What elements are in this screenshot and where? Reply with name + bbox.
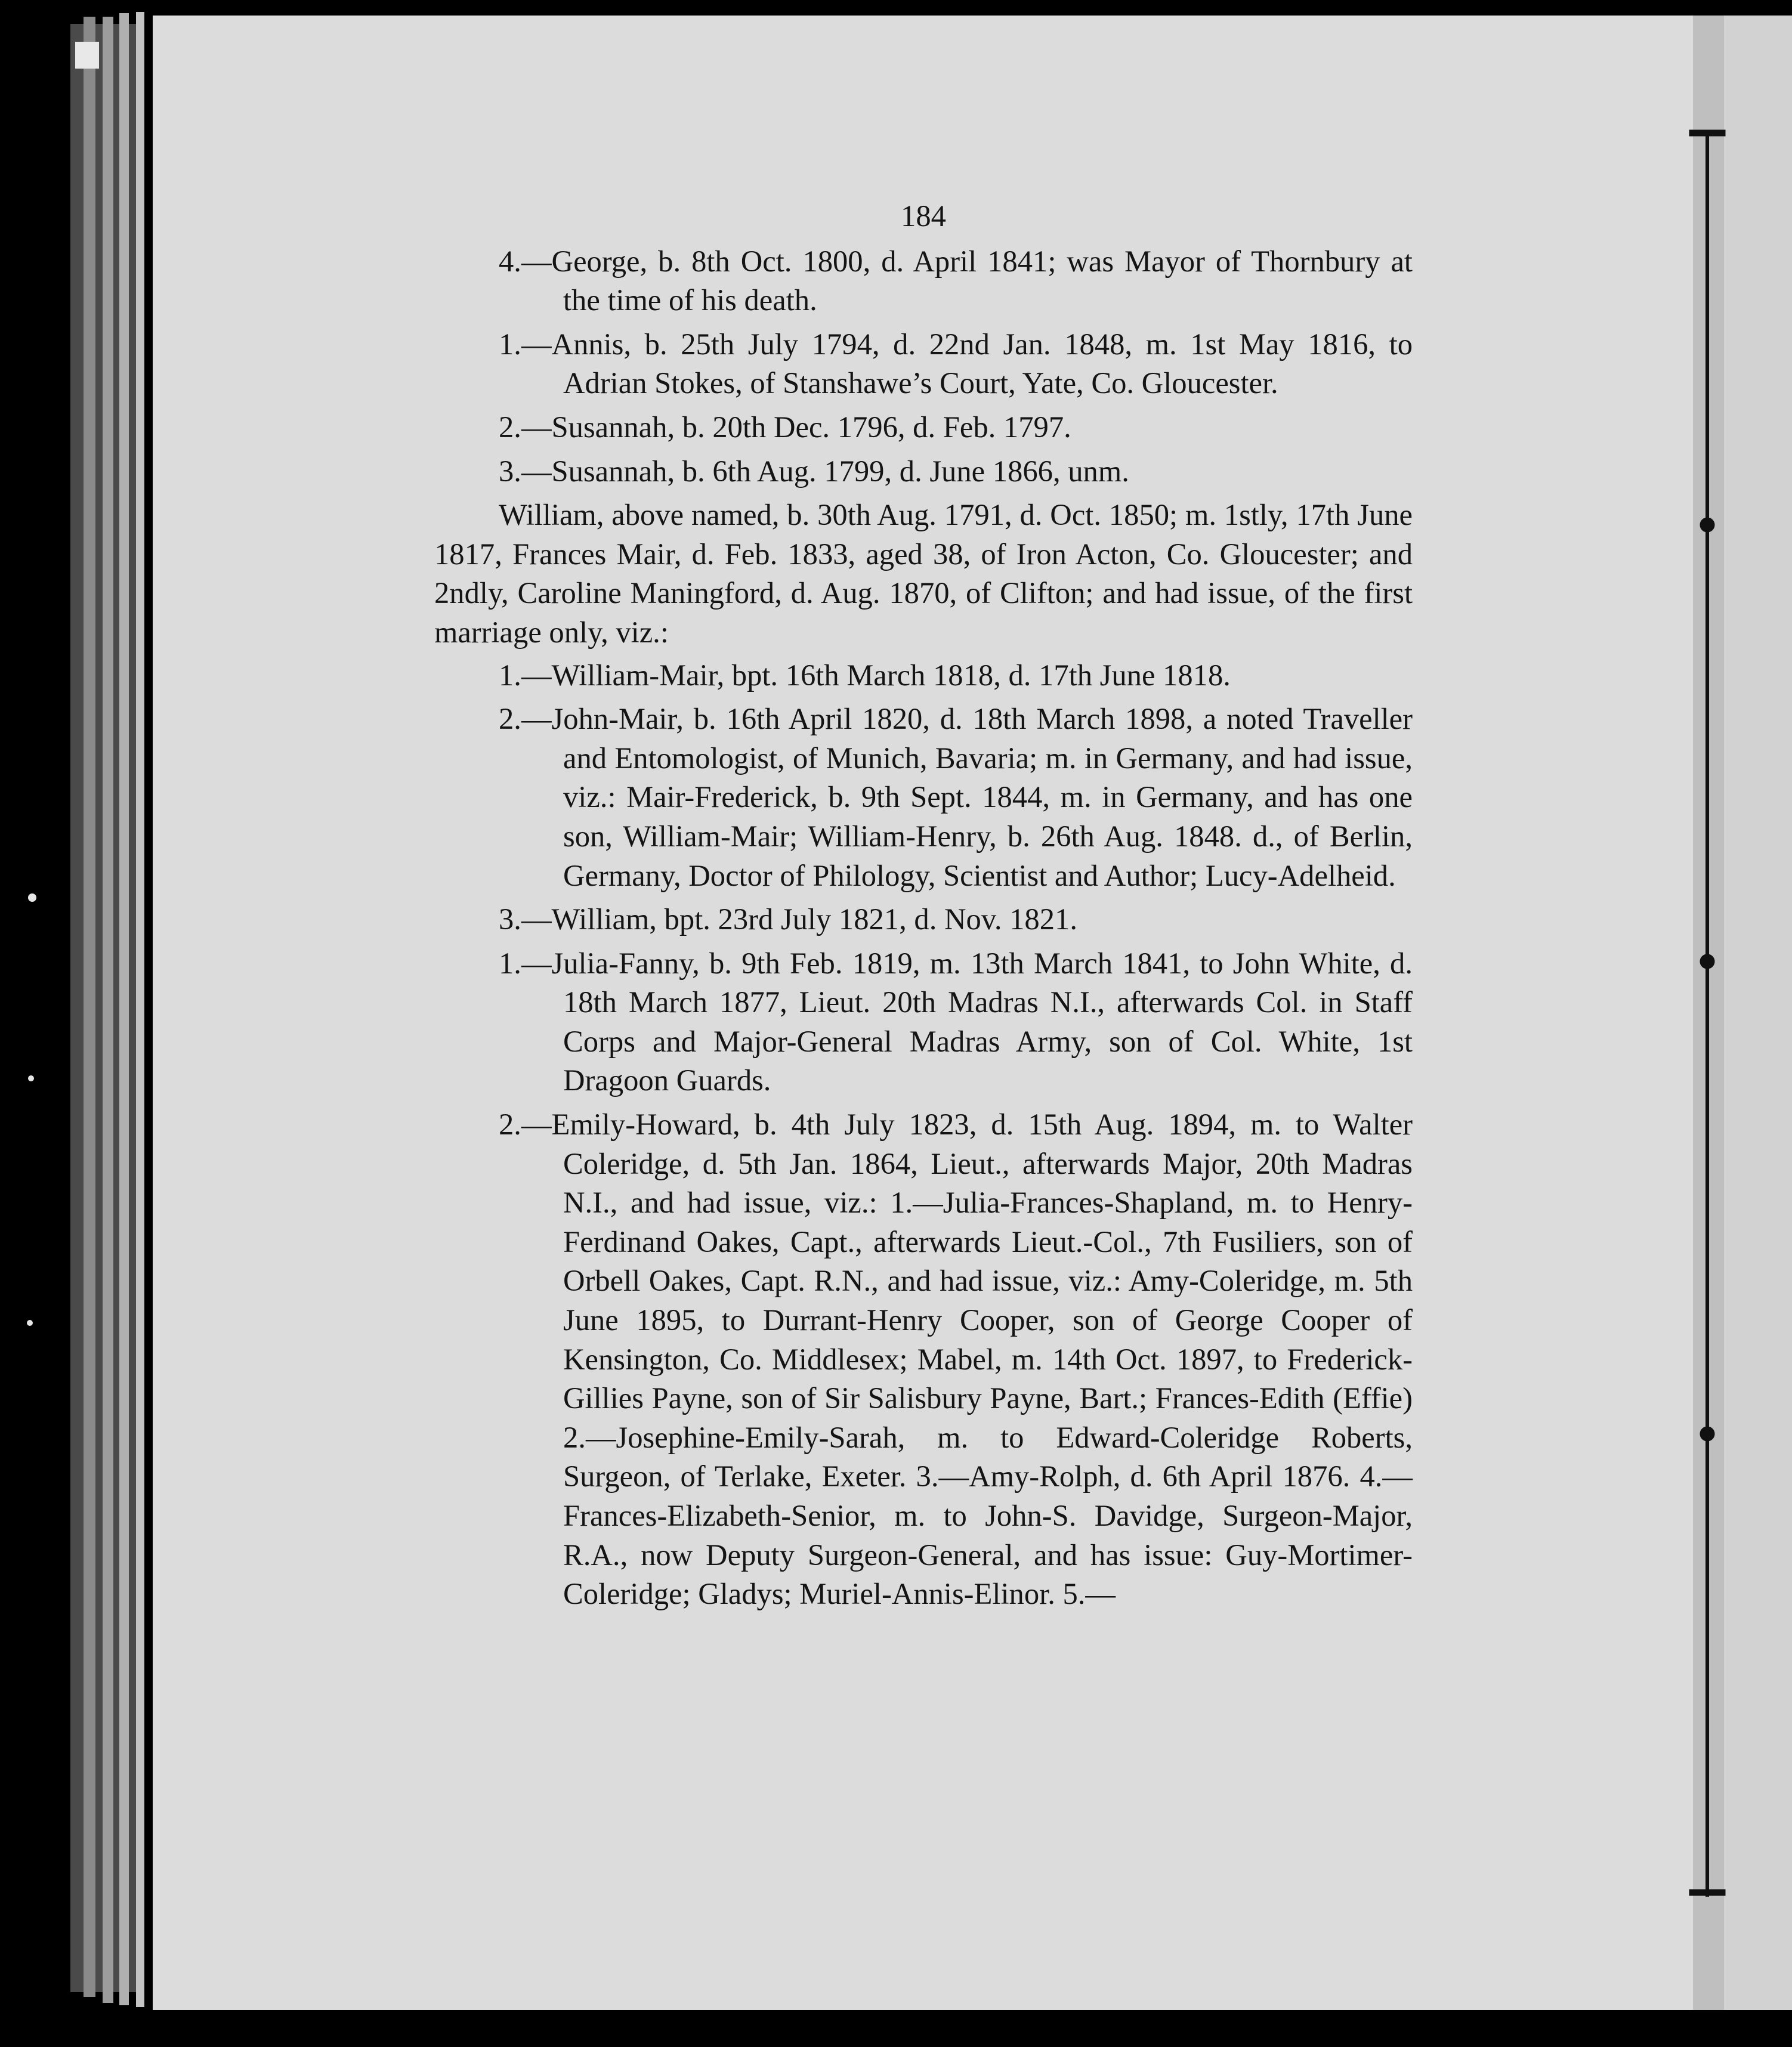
child-emily-howard: 2.—Emily-Howard, b. 4th July 1823, d. 15th Aug. 1894, m. to Walter Coleridge, d. 5th Jan. 1864, Lieut., afterwards Major, 20th Madras N.I., and had issue, viz.: 1.—Julia-Frances-Shapland, m. to Henry-Ferdinand Oakes, Capt., afterwards Lieut.-Col., 7th Fusiliers, son of Orbell Oakes, Capt. R.N., and had issue, viz.: Amy-Coleridge, m. 5th June 1895, to Durrant-Henry Cooper, son of George Cooper of Kensington, Co. Middlesex; Mabel, m. 14th Oct. 1897, to Frederick-Gillies Payne, son of Sir Salisbury Payne, Bart.; Frances-Edith (Effie) 2.—Josephine-Emily-Sarah, m. to Edward-Coleridge Roberts, Surgeon, of Terlake, Exeter. 3.—Amy-Rolph, d. 6th April 1876. 4.—Frances-Elizabeth-Senior, m. to John-S. Davidge, Surgeon-Major, R.A., now Deputy Surgeon-General, and has issue: Guy-Mortimer-Coleridge; Gladys; Muriel-Annis-Elinor. 5.—	[499, 1108, 1413, 1611]
entry-annis: 1.—Annis, b. 25th July 1794, d. 22nd Jan. 1848, m. 1st May 1816, to Adrian Stokes, of Stanshawe’s Court, Yate, Co. Gloucester.	[499, 327, 1413, 400]
child-julia-fanny: 1.—Julia-Fanny, b. 9th Feb. 1819, m. 13th March 1841, to John White, d. 18th March 1877, Lieut. 20th Madras N.I., afterwards Col. in Staff Corps and Major-General Madras Army, son of Col. White, 1st Dragoon Guards.	[499, 946, 1413, 1097]
page-number: 184	[901, 199, 946, 233]
page-edges	[70, 12, 144, 2007]
child-william-mair: 1.—William-Mair, bpt. 16th March 1818, d. 17th June 1818.	[499, 658, 1231, 692]
entry-susannah-1796: 2.—Susannah, b. 20th Dec. 1796, d. Feb. 1797.	[499, 410, 1071, 444]
page-text	[434, 197, 1413, 1855]
child-john-mair: 2.—John-Mair, b. 16th April 1820, d. 18th March 1898, a noted Traveller and Entomologist, of Munich, Bavaria; m. in Germany, and had issue, viz.: Mair-Frederick, b. 9th Sept. 1844, m. in Germany, and has one son, William-Mair; William-Henry, b. 26th Aug. 1848. d., of Berlin, Germany, Doctor of Philology, Scientist and Author; Lucy-Adelheid.	[499, 702, 1413, 892]
paragraph-william: William, above named, b. 30th Aug. 1791, d. Oct. 1850; m. 1stly, 17th June 1817, Frances Mair, d. Feb. 1833, aged 38, of Iron Acton, Co. Gloucester; and 2ndly, Caroline Maningford, d. Aug. 1870, of Clifton; and had issue, of the first marriage only, viz.:	[434, 498, 1413, 649]
scan-frame	[0, 0, 1792, 10]
entry-george: 4.—George, b. 8th Oct. 1800, d. April 1841; was Mayor of Thornbury at the time of his death.	[499, 244, 1413, 317]
entry-susannah-1799: 3.—Susannah, b. 6th Aug. 1799, d. June 1866, unm.	[499, 454, 1129, 488]
child-william-1821: 3.—William, bpt. 23rd July 1821, d. Nov. 1821.	[499, 902, 1077, 936]
next-page-edge	[1724, 16, 1792, 2010]
